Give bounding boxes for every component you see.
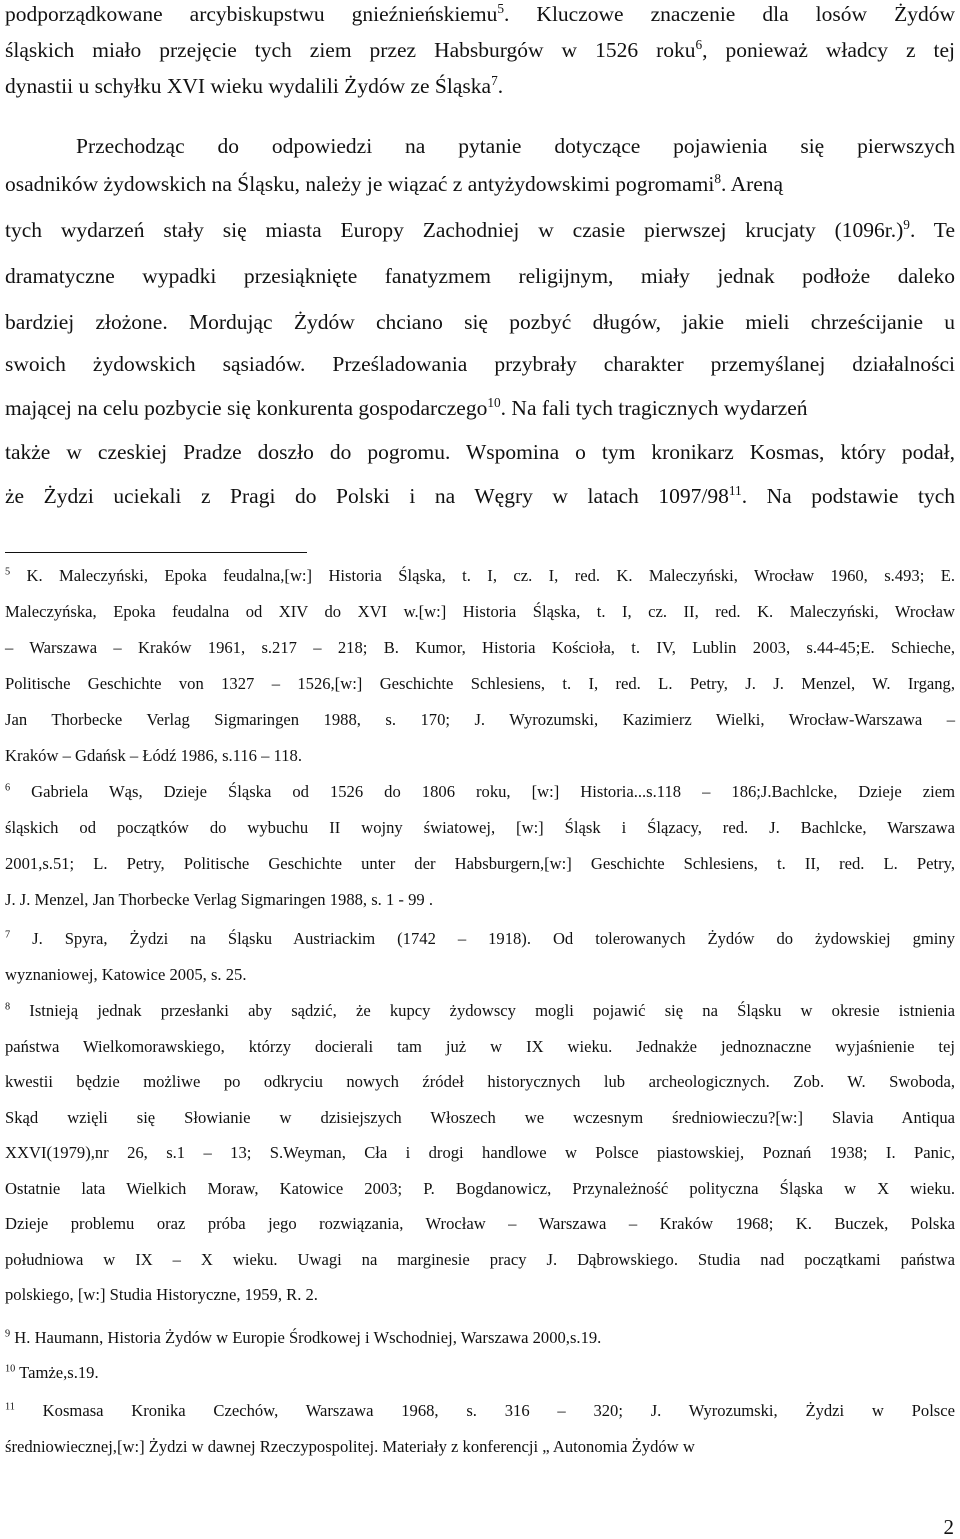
footnote-line: śląskich od początków do wybuchu II wojny światowej, [w:] Śląsk i Ślązacy, red. J. Bachlcke, Warszawa: [5, 818, 955, 837]
footnote-line: $^5$ K. Maleczyński, Epoka feudalna,[w:] Historia Śląska, t. I, cz. I, red. K. Maleczyński, Wrocław 1960, s.493; E.: [5, 566, 955, 585]
body-line: dramatyczne wypadki przesiąknięte fanatyzmem religijnym, miały jednak podłoże daleko: [5, 264, 955, 288]
footnote-reference: 7: [491, 72, 498, 88]
footnote-line: południowa w IX – X wieku. Uwagi na marginesie pracy J. Dąbrowskiego. Studia nad początkami państwa: [5, 1249, 955, 1269]
footnote: [5, 1000, 955, 1320]
footnote-line: XXVI(1979),nr 26, s.1 – 13; S.Weyman, Cła i drogi handlowe w Polsce piastowskiej, Poznań 1938; I. Panic,: [5, 1143, 955, 1162]
footnote-line: $^8$ Istnieją jednak przesłanki aby sądzić, że kupcy żydowscy mogli pojawić się na Śląsku w okresie istnienia: [5, 1001, 955, 1020]
footnote-line: państwa Wielkomorawskiego, którzy docierali tam już w IX wieku. Jednakże jednoznaczne wyjaśnienie tej: [5, 1036, 955, 1056]
footnote-line: $^9$ H. Haumann, Historia Żydów w Europie Środkowej i Wschodniej, Warszawa 2000,s.19.: [5, 1328, 602, 1347]
body-line: tych wydarzeń stały się miasta Europy Zachodniej w czasie pierwszej krucjaty $(1096r.)^9$. Te: [5, 216, 955, 242]
footnote-line: $^{10}$ Tamże,s.19.: [5, 1363, 99, 1382]
footnote-line: $^6$ Gabriela Wąs, Dzieje Śląska od 1526 do 1806 roku, [w:] Historia...s.118 – 186;J.Bachlcke, Dzieje ziem: [5, 782, 955, 801]
body-line: podporządkowane arcybiskupstwu gnieźnieńskiemu$^5$. Kluczowe znaczenie dla losów Żydów: [5, 0, 955, 26]
footnote-line: $^{11}$ Kosmasa Kronika Czechów, Warszawa 1968, s. 316 – 320; J. Wyrozumski, Żydzi w Polsce: [5, 1401, 955, 1420]
body-line: osadników żydowskich na Śląsku, należy je wiązać z antyżydowskimi pogromami$^8$. Areną: [5, 170, 784, 196]
body-line: także w czeskiej Pradze doszło do pogromu. Wspomina o tym kronikarz Kosmas, który podał,: [5, 440, 955, 464]
body-line: Przechodząc do odpowiedzi na pytanie dotyczące pojawienia się pierwszych: [76, 134, 955, 158]
footnote: [5, 781, 955, 925]
footnote-reference: 10: [487, 394, 501, 410]
footnote: [5, 1362, 955, 1398]
footnote-line: kwestii będzie możliwe po odkryciu nowych źródeł historycznych lub archeologicznych. Zob. W. Swoboda,: [5, 1072, 955, 1091]
footnote-number: 9: [5, 1328, 11, 1340]
body-line: że Żydzi uciekali z Pragi do Polski i na Węgry w latach $1097/98^{11}$. Na podstawie tych: [5, 482, 955, 508]
footnote: [5, 1327, 955, 1363]
footnote-line: – Warszawa – Kraków 1961, s.217 – 218; B. Kumor, Historia Kościoła, t. IV, Lublin 2003, s.44-45;E. Schieche,: [5, 638, 955, 657]
page-number: 2: [943, 1515, 954, 1539]
footnote-line: Dzieje problemu oraz próba jego rozwiązania, Wrocław – Warszawa – Kraków 1968; K. Buczek, Polska: [5, 1214, 955, 1233]
body-line: bardziej złożone. Mordując Żydów chciano się pozbyć długów, jakie mieli chrześcijanie u: [5, 310, 955, 334]
footnote-number: 6: [5, 782, 11, 794]
body-line: swoich żydowskich sąsiadów. Prześladowania przybrały charakter przemyślanej działalności: [5, 352, 955, 376]
footnote-number: 7: [5, 929, 11, 941]
footnote-number: 8: [5, 1001, 11, 1013]
footnote-number: 10: [5, 1363, 16, 1375]
footnote-reference: 9: [903, 216, 910, 232]
body-line: śląskich miało przejęcie tych ziem przez Habsburgów w 1526 roku$^6$, ponieważ władcy z tej: [5, 36, 955, 62]
footnote-line: Jan Thorbecke Verlag Sigmaringen 1988, s. 170; J. Wyrozumski, Kazimierz Wielki, Wrocław-Warszawa –: [5, 710, 955, 729]
footnote-line: polskiego, [w:] Studia Historyczne, 1959, R. 2.: [5, 1285, 318, 1304]
footnote-line: 2001,s.51; L. Petry, Politische Geschichte unter der Habsburgern,[w:] Geschichte Schlesiens, t. II, red. L. Petry,: [5, 854, 955, 873]
footnote-line: Maleczyńska, Epoka feudalna od XIV do XVI w.[w:] Historia Śląska, t. I, cz. II, red. K. Maleczyński, Wrocław: [5, 602, 955, 621]
body-line: mającej na celu pozbycie się konkurenta gospodarczego$^{10}$. Na fali tych tragicznych wydarzeń: [5, 394, 808, 420]
footnote-reference: 6: [695, 36, 703, 52]
footnote-line: średniowiecznej,[w:] Żydzi w dawnej Rzeczypospolitej. Materiały z konferencji „ Autonomia Żydów w: [5, 1437, 695, 1456]
footnote-line: Skąd wzięli się Słowianie w dzisiejszych Włoszech we wczesnym średniowieczu?[w:] Slavia Antiqua: [5, 1107, 955, 1127]
footnote-separator: [5, 552, 307, 553]
footnote-line: Politische Geschichte von 1327 – 1526,[w:] Geschichte Schlesiens, t. I, red. L. Petry, J. J. Menzel, W. Irgang,: [5, 674, 955, 693]
footnote-line: $^7$ J. Spyra, Żydzi na Śląsku Austriackim (1742 – 1918). Od tolerowanych Żydów do żydowskiej gminy: [5, 929, 955, 948]
footnote-reference: 5: [497, 0, 504, 16]
footnote-number: 5: [5, 566, 11, 578]
body-line: dynastii u schyłku XVI wieku wydalili Żydów ze Śląska$^7$.: [5, 72, 504, 98]
footnote-line: Ostatnie lata Wielkich Moraw, Katowice 2003; P. Bogdanowicz, Przynależność polityczna Śląska w X wieku.: [5, 1178, 955, 1198]
footnote-line: J. J. Menzel, Jan Thorbecke Verlag Sigmaringen 1988, s. 1 - 99 .: [5, 890, 433, 909]
footnote-reference: 11: [728, 482, 742, 498]
footnote: [5, 565, 955, 781]
footnote-line: wyznaniowej, Katowice 2005, s. 25.: [5, 965, 247, 984]
footnote: [5, 928, 955, 1000]
footnote-number: 11: [5, 1401, 15, 1413]
footnote: [5, 1400, 955, 1472]
footnote-line: Kraków – Gdańsk – Łódź 1986, s.116 – 118.: [5, 746, 302, 765]
footnote-reference: 8: [714, 170, 721, 186]
